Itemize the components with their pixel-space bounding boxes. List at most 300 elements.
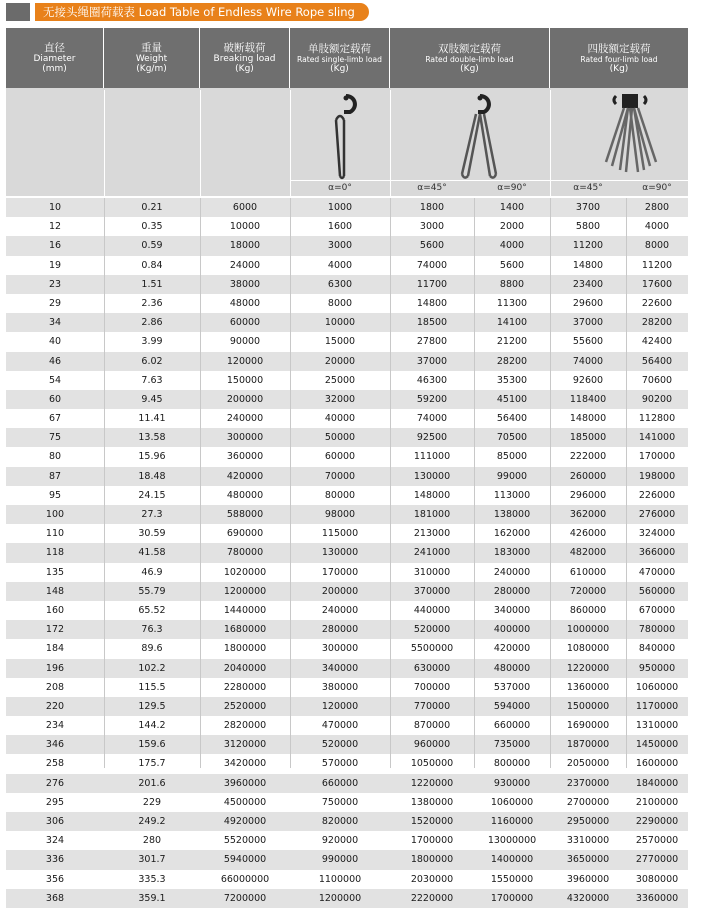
angle-label: α=45° [550,180,626,195]
cell-weight: 30.59 [138,528,166,540]
table-row [6,217,688,236]
cell-double-limb-45: 37000 [416,355,448,367]
cell-diameter: 46 [48,355,62,367]
cell-four-limb-45: 296000 [569,489,607,501]
table-row [6,793,688,812]
cell-four-limb-90: 141000 [638,432,676,444]
cell-four-limb-45: 860000 [569,604,607,616]
header-single-limb-en: Rated single-limb load [297,54,382,64]
title-cn: 无接头绳圈荷载表 [43,5,135,19]
header-breaking-load-en: Breaking load [213,54,276,64]
cell-four-limb-45: 2370000 [566,777,610,789]
cell-weight: 129.5 [138,700,166,712]
cell-single-limb-0: 300000 [321,643,359,655]
cell-weight: 0.59 [141,240,163,252]
cell-four-limb-90: 22600 [641,297,673,309]
load-table-body [6,198,688,908]
cell-double-limb-90: 56400 [496,413,528,425]
cell-double-limb-90: 8800 [499,278,525,290]
table-row [6,486,688,505]
cell-four-limb-90: 2570000 [635,835,679,847]
cell-breaking-load: 150000 [226,374,264,386]
cell-single-limb-0: 470000 [321,720,359,732]
table-row [6,467,688,486]
title-bar [6,3,369,21]
cell-four-limb-90: 324000 [638,528,676,540]
cell-diameter: 34 [48,317,62,329]
cell-four-limb-90: 56400 [641,355,673,367]
cell-diameter: 184 [45,643,65,655]
cell-double-limb-90: 162000 [493,528,531,540]
cell-double-limb-90: 113000 [493,489,531,501]
cell-single-limb-0: 570000 [321,758,359,770]
cell-double-limb-90: 45100 [496,393,528,405]
angle-label: α=0° [290,180,390,195]
cell-single-limb-0: 115000 [321,528,359,540]
cell-single-limb-0: 240000 [321,604,359,616]
cell-single-limb-0: 40000 [324,413,356,425]
cell-diameter: 60 [48,393,62,405]
cell-four-limb-45: 148000 [569,413,607,425]
cell-four-limb-45: 720000 [569,585,607,597]
grid-line [390,198,391,768]
cell-breaking-load: 1800000 [223,643,267,655]
cell-double-limb-45: 74000 [416,413,448,425]
cell-double-limb-90: 280000 [493,585,531,597]
cell-four-limb-45: 1690000 [566,720,610,732]
cell-breaking-load: 120000 [226,355,264,367]
cell-weight: 201.6 [138,777,166,789]
cell-weight: 55.79 [138,585,166,597]
cell-single-limb-0: 6300 [327,278,353,290]
cell-breaking-load: 5520000 [223,835,267,847]
cell-diameter: 100 [45,509,65,520]
cell-double-limb-90: 85000 [496,451,528,463]
cell-diameter: 118 [45,547,65,559]
cell-four-limb-90: 3360000 [635,892,679,904]
cell-breaking-load: 5940000 [223,854,267,866]
cell-diameter: 67 [48,413,62,425]
cell-diameter: 40 [48,336,62,348]
cell-single-limb-0: 200000 [321,585,359,597]
cell-four-limb-45: 1360000 [566,681,610,693]
cell-four-limb-45: 1080000 [566,643,610,655]
cell-weight: 175.7 [138,758,166,770]
cell-double-limb-45: 700000 [413,681,451,693]
cell-double-limb-45: 870000 [413,720,451,732]
table-row [6,889,688,908]
cell-diameter: 16 [48,240,62,252]
cell-four-limb-45: 37000 [572,317,604,329]
cell-breaking-load: 4920000 [223,816,267,827]
cell-double-limb-45: 14800 [416,297,448,309]
angle-label: α=90° [474,180,550,195]
cell-double-limb-45: 1050000 [410,758,454,770]
cell-double-limb-45: 1800000 [410,854,454,866]
cell-weight: 9.45 [141,393,163,405]
cell-weight: 13.58 [138,432,166,444]
header-diameter-unit: (mm) [42,64,67,74]
table-row [6,256,688,275]
cell-four-limb-45: 1220000 [566,662,610,674]
cell-single-limb-0: 4000 [327,259,353,271]
cell-breaking-load: 1020000 [223,566,267,578]
table-row [6,352,688,371]
cell-four-limb-45: 3650000 [566,854,610,866]
cell-double-limb-45: 92500 [416,432,448,444]
cell-double-limb-90: 420000 [493,643,531,655]
cell-diameter: 324 [45,835,65,847]
cell-diameter: 75 [48,432,62,444]
cell-double-limb-45: 630000 [413,662,451,674]
cell-four-limb-45: 610000 [569,566,607,578]
cell-four-limb-90: 11200 [641,259,673,271]
cell-single-limb-0: 70000 [324,470,356,482]
cell-diameter: 368 [45,892,65,904]
cell-weight: 249.2 [138,816,166,827]
cell-four-limb-45: 23400 [572,278,604,290]
cell-single-limb-0: 20000 [324,355,356,367]
cell-four-limb-45: 222000 [569,451,607,463]
table-row [6,563,688,582]
cell-diameter: 346 [45,739,65,751]
title-marker [6,3,30,21]
cell-four-limb-90: 780000 [638,624,676,636]
header-four-limb-en: Rated four-limb load [580,54,658,64]
grid-line [290,198,291,768]
cell-double-limb-90: 138000 [493,509,531,520]
cell-double-limb-90: 99000 [496,470,528,482]
grid-line [550,198,551,768]
cell-four-limb-45: 482000 [569,547,607,559]
cell-diameter: 258 [45,758,65,770]
cell-weight: 65.52 [138,604,166,616]
cell-diameter: 80 [48,451,62,463]
cell-single-limb-0: 280000 [321,624,359,636]
cell-breaking-load: 2280000 [223,681,267,693]
cell-diameter: 234 [45,720,65,732]
header-weight-en: Weight [135,54,168,64]
cell-single-limb-0: 380000 [321,681,359,693]
band-divider [104,90,105,196]
table-row [6,639,688,658]
cell-breaking-load: 240000 [226,413,264,425]
table-row [6,236,688,255]
cell-four-limb-90: 1170000 [635,700,679,712]
cell-four-limb-90: 8000 [644,240,670,252]
cell-double-limb-90: 735000 [493,739,531,751]
cell-single-limb-0: 10000 [324,317,356,329]
cell-double-limb-90: 480000 [493,662,531,674]
cell-four-limb-45: 1870000 [566,739,610,751]
cell-diameter: 208 [45,681,65,693]
cell-weight: 0.35 [141,221,163,233]
table-row [6,601,688,620]
cell-weight: 0.21 [141,202,163,213]
cell-four-limb-45: 1500000 [566,700,610,712]
cell-four-limb-45: 2050000 [566,758,610,770]
cell-double-limb-45: 5600 [419,240,445,252]
header-single-limb-unit: (Kg) [330,63,349,74]
cell-breaking-load: 2040000 [223,662,267,674]
table-row [6,313,688,332]
cell-weight: 27.3 [141,509,163,520]
table-row [6,697,688,716]
cell-diameter: 87 [48,470,62,482]
cell-single-limb-0: 170000 [321,566,359,578]
cell-double-limb-90: 240000 [493,566,531,578]
cell-single-limb-0: 1600 [327,221,353,233]
cell-double-limb-90: 11300 [496,297,528,309]
cell-single-limb-0: 990000 [321,854,359,866]
cell-four-limb-45: 426000 [569,528,607,540]
cell-double-limb-90: 4000 [499,240,525,252]
table-row [6,812,688,831]
cell-double-limb-90: 1400 [499,202,525,213]
cell-diameter: 295 [45,796,65,808]
cell-four-limb-45: 3700 [575,202,601,213]
cell-single-limb-0: 3000 [327,240,353,252]
cell-four-limb-90: 2800 [644,202,670,213]
table-row [6,409,688,428]
table-row [6,543,688,562]
cell-breaking-load: 3420000 [223,758,267,770]
cell-four-limb-90: 1450000 [635,739,679,751]
table-row [6,371,688,390]
cell-four-limb-45: 3960000 [566,873,610,885]
cell-four-limb-45: 92600 [572,374,604,386]
cell-single-limb-0: 820000 [321,816,359,827]
cell-breaking-load: 780000 [226,547,264,559]
cell-single-limb-0: 32000 [324,393,356,405]
cell-diameter: 10 [48,202,62,213]
cell-double-limb-45: 59200 [416,393,448,405]
cell-breaking-load: 18000 [229,240,261,252]
cell-weight: 2.86 [141,317,163,329]
single-limb-sling-icon [326,92,366,180]
cell-breaking-load: 90000 [229,336,261,348]
header-breaking-load [200,28,290,88]
cell-double-limb-45: 440000 [413,604,451,616]
cell-weight: 144.2 [138,720,166,732]
cell-four-limb-90: 840000 [638,643,676,655]
cell-four-limb-90: 226000 [638,489,676,501]
cell-weight: 18.48 [138,470,166,482]
cell-double-limb-90: 183000 [493,547,531,559]
cell-breaking-load: 420000 [226,470,264,482]
cell-double-limb-90: 70500 [496,432,528,444]
cell-double-limb-45: 148000 [413,489,451,501]
cell-double-limb-45: 181000 [413,509,451,520]
cell-double-limb-90: 21200 [496,336,528,348]
cell-weight: 76.3 [141,624,163,636]
cell-four-limb-90: 17600 [641,278,673,290]
cell-four-limb-45: 74000 [572,355,604,367]
cell-four-limb-90: 112800 [638,413,676,425]
cell-weight: 1.51 [141,278,163,290]
cell-weight: 102.2 [138,662,166,674]
cell-weight: 89.6 [141,643,163,655]
cell-breaking-load: 1200000 [223,585,267,597]
table-row [6,716,688,735]
cell-weight: 159.6 [138,739,166,751]
cell-single-limb-0: 750000 [321,796,359,808]
cell-four-limb-90: 70600 [641,374,673,386]
cell-single-limb-0: 1000 [327,202,353,213]
cell-double-limb-90: 1400000 [490,854,534,866]
header-breaking-load-unit: (Kg) [235,64,254,74]
header-weight-unit: (Kg/m) [136,64,167,74]
header-single-limb-cn: 单肢额定载荷 [308,42,371,55]
cell-four-limb-90: 198000 [638,470,676,482]
cell-breaking-load: 60000 [229,317,261,329]
cell-weight: 301.7 [138,854,166,866]
cell-double-limb-45: 1520000 [410,816,454,827]
cell-double-limb-45: 310000 [413,566,451,578]
cell-four-limb-45: 5800 [575,221,601,233]
cell-weight: 2.36 [141,297,163,309]
cell-diameter: 336 [45,854,65,866]
table-row [6,659,688,678]
header-breaking-load-cn: 破断载荷 [223,42,266,54]
cell-double-limb-45: 130000 [413,470,451,482]
cell-diameter: 95 [48,489,62,501]
cell-double-limb-90: 400000 [493,624,531,636]
cell-four-limb-90: 2100000 [635,796,679,808]
cell-breaking-load: 200000 [226,393,264,405]
cell-double-limb-90: 5600 [499,259,525,271]
table-row [6,870,688,889]
cell-double-limb-45: 5500000 [410,643,454,655]
cell-weight: 41.58 [138,547,166,559]
cell-double-limb-90: 28200 [496,355,528,367]
cell-four-limb-90: 90200 [641,393,673,405]
cell-four-limb-45: 260000 [569,470,607,482]
cell-double-limb-90: 1700000 [490,892,534,904]
cell-four-limb-45: 3310000 [566,835,610,847]
cell-breaking-load: 3960000 [223,777,267,789]
grid-line [474,198,475,768]
cell-four-limb-45: 1000000 [566,624,610,636]
grid-line [200,198,201,768]
cell-four-limb-90: 4000 [644,221,670,233]
cell-diameter: 110 [45,528,65,540]
cell-breaking-load: 2520000 [223,700,267,712]
cell-breaking-load: 4500000 [223,796,267,808]
cell-single-limb-0: 1100000 [318,873,362,885]
cell-single-limb-0: 520000 [321,739,359,751]
cell-single-limb-0: 50000 [324,432,356,444]
header-weight [104,28,200,88]
cell-weight: 6.02 [141,355,163,367]
cell-four-limb-45: 4320000 [566,892,610,904]
cell-diameter: 19 [48,259,62,271]
header-weight-cn: 重量 [141,42,162,54]
cell-double-limb-45: 1220000 [410,777,454,789]
cell-double-limb-90: 537000 [493,681,531,693]
cell-four-limb-90: 950000 [638,662,676,674]
cell-diameter: 54 [48,374,62,386]
cell-breaking-load: 2820000 [223,720,267,732]
cell-double-limb-90: 594000 [493,700,531,712]
cell-weight: 3.99 [141,336,163,348]
header-four-limb [550,28,688,88]
cell-breaking-load: 66000000 [220,873,270,885]
cell-weight: 359.1 [138,892,166,904]
angle-label: α=45° [390,180,474,195]
cell-four-limb-90: 276000 [638,509,676,520]
cell-double-limb-45: 241000 [413,547,451,559]
cell-double-limb-45: 2030000 [410,873,454,885]
cell-single-limb-0: 340000 [321,662,359,674]
four-limb-sling-icon [598,92,662,180]
cell-double-limb-45: 18500 [416,317,448,329]
cell-weight: 11.41 [138,413,166,425]
cell-four-limb-90: 1060000 [635,681,679,693]
table-row [6,447,688,466]
cell-double-limb-45: 2220000 [410,892,454,904]
table-row [6,582,688,601]
title-en: Load Table of Endless Wire Rope sling [138,5,355,19]
cell-four-limb-45: 185000 [569,432,607,444]
cell-double-limb-90: 2000 [499,221,525,233]
cell-diameter: 306 [45,816,65,827]
cell-four-limb-45: 14800 [572,259,604,271]
cell-double-limb-90: 13000000 [487,835,537,847]
cell-single-limb-0: 130000 [321,547,359,559]
cell-breaking-load: 38000 [229,278,261,290]
header-double-limb-unit: (Kg) [460,63,479,74]
table-row [6,332,688,351]
cell-diameter: 23 [48,278,62,290]
cell-four-limb-90: 2770000 [635,854,679,866]
cell-single-limb-0: 920000 [321,835,359,847]
cell-weight: 229 [142,796,162,808]
cell-single-limb-0: 8000 [327,297,353,309]
cell-breaking-load: 300000 [226,432,264,444]
header-double-limb-cn: 双肢额定载荷 [438,42,501,55]
cell-four-limb-45: 2700000 [566,796,610,808]
table-row [6,678,688,697]
cell-double-limb-90: 1550000 [490,873,534,885]
header-diameter-en: Diameter [33,54,76,64]
cell-double-limb-45: 1700000 [410,835,454,847]
double-limb-sling-icon [452,92,508,180]
cell-double-limb-90: 660000 [493,720,531,732]
cell-double-limb-45: 111000 [413,451,451,463]
cell-double-limb-45: 46300 [416,374,448,386]
cell-diameter: 160 [45,604,65,616]
cell-double-limb-45: 1380000 [410,796,454,808]
cell-four-limb-90: 670000 [638,604,676,616]
cell-breaking-load: 10000 [229,221,261,233]
cell-breaking-load: 7200000 [223,892,267,904]
table-row [6,294,688,313]
cell-four-limb-90: 1600000 [635,758,679,770]
cell-diameter: 12 [48,221,62,233]
table-row [6,390,688,409]
table-row [6,198,688,217]
cell-four-limb-45: 29600 [572,297,604,309]
cell-four-limb-90: 1310000 [635,720,679,732]
cell-four-limb-90: 366000 [638,547,676,559]
cell-weight: 280 [142,835,162,847]
cell-four-limb-45: 11200 [572,240,604,252]
cell-four-limb-90: 560000 [638,585,676,597]
cell-double-limb-90: 1160000 [490,816,534,827]
cell-diameter: 29 [48,297,62,309]
cell-diameter: 148 [45,585,65,597]
